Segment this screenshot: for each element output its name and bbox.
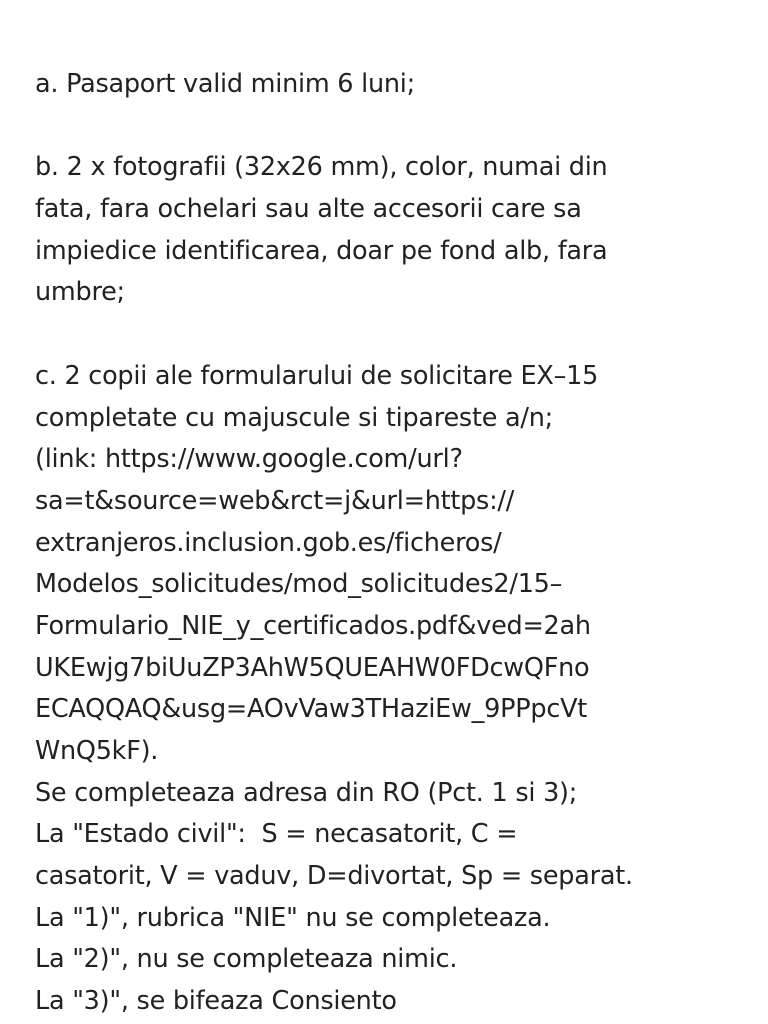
text-line: Se completeaza adresa din RO (Pct. 1 si 3); xyxy=(35,777,578,808)
link-line[interactable]: Modelos_solicitudes/mod_solicitudes2/15– xyxy=(35,569,563,600)
text-line: fata, fara ochelari sau alte accesorii care sa xyxy=(35,194,582,225)
item-c-paragraph xyxy=(35,356,761,1023)
item-b-paragraph xyxy=(35,147,761,314)
text-line: umbre; xyxy=(35,277,125,308)
link-line[interactable]: extranjeros.inclusion.gob.es/ficheros/ xyxy=(35,527,502,558)
paragraph-gap xyxy=(35,106,761,148)
link-line[interactable]: Formulario_NIE_y_certificados.pdf&ved=2ah xyxy=(35,610,591,641)
text-line: completate cu majuscule si tipareste a/n; xyxy=(35,402,553,433)
link-line[interactable]: ECAQQAQ&usg=AOvVaw3THaziEw_9PPpcVt xyxy=(35,694,588,725)
text-line: b. 2 x fotografii (32x26 mm), color, numai din xyxy=(35,152,608,183)
text-line: La "1)", rubrica "NIE" nu se completeaza. xyxy=(35,902,551,933)
link-line[interactable]: sa=t&source=web&rct=j&url=https:// xyxy=(35,485,515,516)
text-line: La "2)", nu se completeaza nimic. xyxy=(35,944,458,975)
text-line: casatorit, V = vaduv, D=divortat, Sp = separat. xyxy=(35,861,633,892)
paragraph-gap xyxy=(35,314,761,356)
item-a-paragraph xyxy=(35,64,761,106)
text-line: La "3)", se bifeaza Consiento xyxy=(35,986,397,1017)
text-line: impiedice identificarea, doar pe fond alb, fara xyxy=(35,235,608,266)
text-line: c. 2 copii ale formularului de solicitare EX–15 xyxy=(35,360,599,391)
link-line[interactable]: WnQ5kF). xyxy=(35,736,159,766)
document-body xyxy=(35,64,761,1023)
text-line: a. Pasaport valid minim 6 luni; xyxy=(35,69,415,99)
link-line[interactable]: UKEwjg7biUuZP3AhW5QUEAHW0FDcwQFno xyxy=(35,652,590,683)
link-line[interactable]: (link: https://www.google.com/url? xyxy=(35,444,463,475)
text-line: La "Estado civil": S = necasatorit, C = xyxy=(35,819,518,850)
